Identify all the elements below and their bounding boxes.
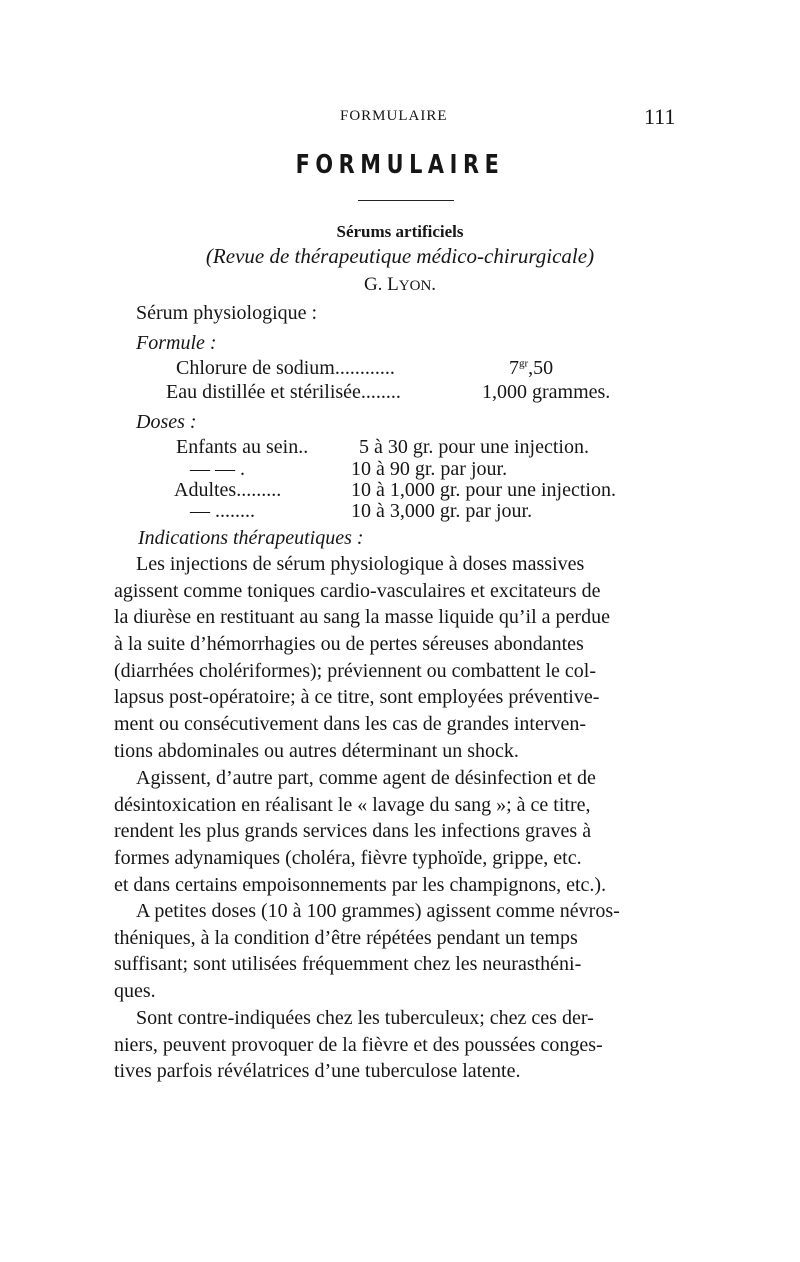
doses-heading: Doses : [136, 411, 197, 433]
text-line: lapsus post-opératoire; à ce titre, sont employées préventive- [114, 686, 600, 709]
page-title: FORMULAIRE [295, 150, 505, 180]
text-line: formes adynamiques (choléra, fièvre typhoïde, grippe, etc. [114, 847, 582, 870]
body-paragraph [114, 551, 680, 765]
body-paragraph [114, 765, 680, 898]
text-line: agissent comme toniques cardio-vasculaires et excitateurs de [114, 579, 601, 602]
dose-recipient: — ........ [190, 500, 255, 522]
author-name-smallcaps: YON [398, 278, 432, 294]
author [0, 274, 800, 296]
text-line: Sont contre-indiquées chez les tuberculeux; chez ces der- [136, 1007, 594, 1029]
text-line: suffisant; sont utilisées fréquemment chez les neurasthéni- [114, 953, 582, 976]
text-line: ques. [114, 980, 156, 1003]
formula-qty-tail: ,50 [528, 357, 554, 379]
formula-row-quantity: 1,000 grammes. [482, 381, 611, 403]
dose-amount: 10 à 3,000 gr. par jour. [351, 500, 533, 522]
running-head: FORMULAIRE [340, 108, 448, 124]
formula-qty-main: 7 [509, 357, 519, 379]
formula-qty-unit: gr [519, 357, 529, 370]
body-paragraph [114, 1005, 680, 1085]
text-line: niers, peuvent provoquer de la fièvre et des poussées conges- [114, 1033, 603, 1056]
text-line: (diarrhées cholériformes); préviennent ou combattent le col- [114, 659, 597, 682]
dose-recipient: — — . [190, 458, 245, 480]
formula-row-name: Eau distillée et stérilisée........ [166, 381, 401, 403]
dose-amount: 10 à 90 gr. par jour. [351, 458, 508, 480]
text-line: et dans certains empoisonnements par les champignons, etc.). [114, 873, 607, 896]
author-initial: G. L [363, 274, 399, 295]
text-line: rendent les plus grands services dans les infections graves à [114, 820, 592, 843]
text-line: ment ou consécutivement dans les cas de grandes interven- [114, 713, 587, 736]
text-line: la diurèse en restituant au sang la masse liquide qu’il a perdue [114, 606, 610, 629]
dose-amount: 10 à 1,000 gr. pour une injection. [351, 479, 616, 501]
formula-row-quantity [509, 357, 553, 380]
author-period: . [431, 274, 437, 295]
section-title: Sérums artificiels [336, 222, 464, 241]
text-line: A petites doses (10 à 100 grammes) agissent comme névros- [136, 900, 620, 922]
formula-row-name: Chlorure de sodium............ [176, 357, 395, 379]
text-line: désintoxication en réalisant le « lavage du sang »; à ce titre, [114, 793, 591, 816]
serum-label: Sérum physiologique : [136, 302, 318, 324]
page-number: 111 [644, 104, 676, 129]
text-line: Les injections de sérum physiologique à doses massives [136, 553, 585, 575]
text-line: à la suite d’hémorrhagies ou de pertes séreuses abondantes [114, 633, 584, 656]
body-paragraph [114, 898, 680, 1005]
text-line: tives parfois révélatrices d’une tuberculose latente. [114, 1060, 521, 1083]
text-line: Agissent, d’autre part, comme agent de désinfection et de [136, 767, 596, 789]
dose-amount: 5 à 30 gr. pour une injection. [359, 436, 589, 458]
source-citation: (Revue de thérapeutique médico-chirurgicale) [205, 244, 595, 268]
dose-recipient: Adultes......... [174, 479, 282, 501]
dose-recipient: Enfants au sein.. [176, 436, 309, 458]
indications-heading: Indications thérapeutiques : [138, 527, 364, 549]
text-line: tions abdominales ou autres déterminant un shock. [114, 739, 519, 762]
title-divider [358, 200, 454, 201]
text-line: théniques, à la condition d’être répétées pendant un temps [114, 926, 578, 949]
formula-heading: Formule : [136, 332, 217, 354]
